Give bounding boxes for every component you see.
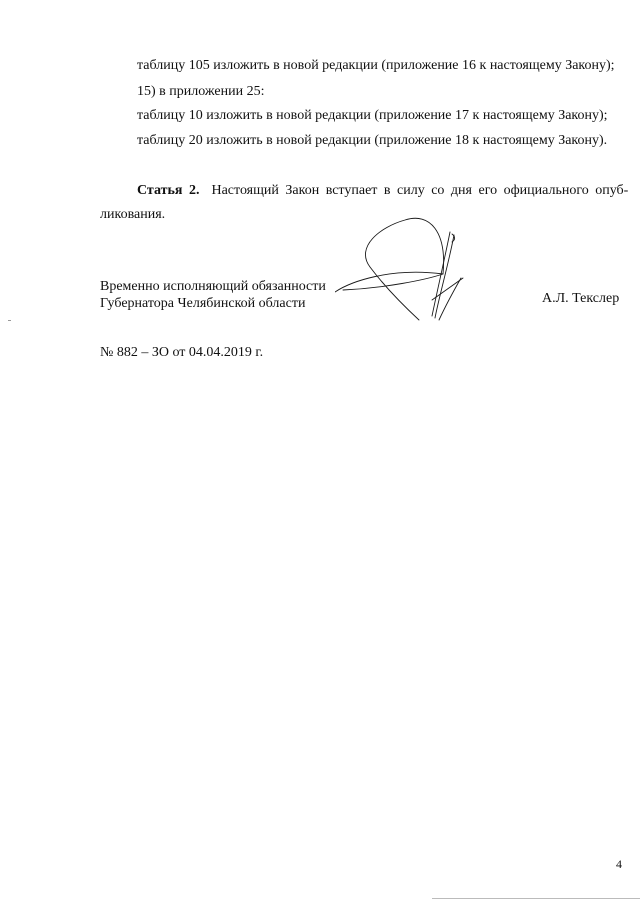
margin-mark (8, 320, 11, 321)
article-heading: Статья 2. (137, 183, 200, 198)
article-2 (137, 182, 628, 200)
article-continuation: ликования. (100, 207, 166, 222)
document-number: № 882 – ЗО от 04.04.2019 г. (100, 345, 264, 360)
signer-title (100, 278, 326, 312)
body-line-4: таблицу 20 изложить в новой редакции (приложение 18 к настоящему Закону). (137, 133, 608, 148)
signer-title-line-2: Губернатора Челябинской области (100, 296, 306, 311)
handwritten-signature-icon (335, 212, 475, 324)
body-line-2: 15) в приложении 25: (137, 84, 265, 99)
body-line-1: таблицу 105 изложить в новой редакции (приложение 16 к настоящему Закону); (137, 58, 615, 73)
article-text: Настоящий Закон вступает в силу со дня его официального опуб- (211, 183, 629, 198)
footer-rule (432, 898, 640, 899)
body-line-3: таблицу 10 изложить в новой редакции (приложение 17 к настоящему Закону); (137, 108, 608, 123)
signer-title-line-1: Временно исполняющий обязанности (100, 279, 326, 294)
page-number: 4 (616, 857, 622, 871)
signer-name: А.Л. Текслер (542, 291, 620, 306)
